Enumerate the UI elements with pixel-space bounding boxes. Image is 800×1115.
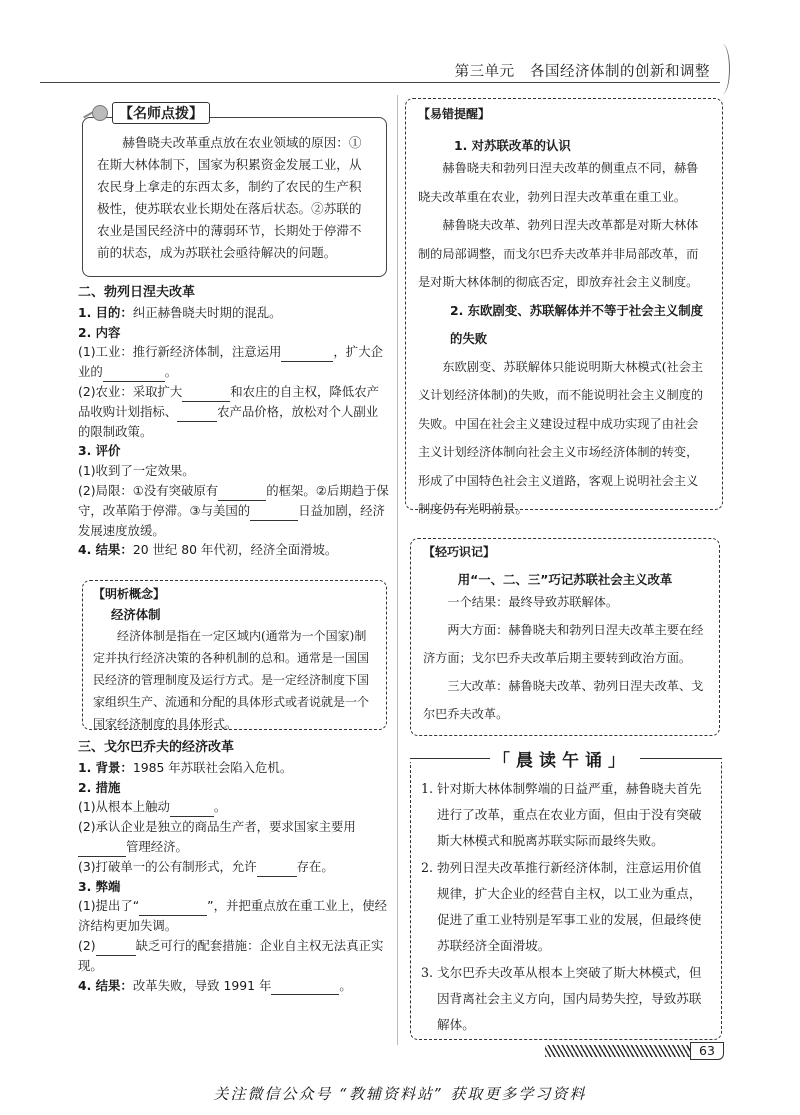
concept-box bbox=[82, 580, 387, 730]
header-rule bbox=[40, 82, 720, 83]
eval-text-a: (2)局限：①没有突破原有 bbox=[78, 482, 219, 498]
eval-text-c: 日益加剧，经济发展速度放缓。 bbox=[78, 502, 385, 538]
page-number-bar bbox=[545, 1042, 725, 1060]
fill-blank[interactable] bbox=[96, 941, 136, 956]
fill-blank[interactable] bbox=[177, 407, 217, 422]
error-reminder-label: 【易错提醒】 bbox=[418, 107, 491, 121]
lightbulb-icon bbox=[92, 105, 108, 121]
flaw-2-text-a: (2) bbox=[78, 937, 96, 953]
flaw-item-1 bbox=[78, 896, 390, 936]
industry-text-c: 。 bbox=[164, 364, 178, 380]
teacher-tip-text: 赫鲁晓夫改革重点放在农业领域的原因：①在斯大林体制下，国家为积累资金发展工业，从农民身上拿走的东西太多，制约了农民的生产积极性，使苏联农业长期处在落后状态。②苏联的农业是国民经济中的薄弱环节，长期处于停滞不前的状态，成为苏联社会亟待解决的问题。 bbox=[97, 135, 362, 260]
result-text-b: 。 bbox=[339, 977, 352, 993]
concept-label: 【明析概念】 bbox=[93, 587, 166, 601]
industry-item bbox=[78, 342, 390, 382]
memory-tip-label: 【轻巧识记】 bbox=[423, 545, 496, 559]
result-label: 4. 结果： bbox=[78, 977, 133, 993]
measure-1-text-b: 。 bbox=[213, 799, 227, 815]
fill-blank[interactable] bbox=[271, 980, 339, 995]
measure-3-text-a: (3)打破单一的公有制形式，允许 bbox=[78, 858, 257, 874]
agriculture-item bbox=[78, 382, 390, 441]
fill-blank[interactable] bbox=[250, 506, 298, 521]
page-header bbox=[40, 40, 730, 80]
measures-label: 2. 措施 bbox=[78, 779, 121, 795]
goal-text: 纠正赫鲁晓夫时期的混乱。 bbox=[132, 304, 282, 320]
error-paragraph-3: 东欧剧变、苏联解体只能说明斯大林模式(社会主义计划经济体制)的失败，而不能说明社会主义制度的失败。中国在社会主义建设过程中成功实现了由社会主义计划经济体制向社会主义市场经济体制的转变，形成了中国特色社会主义道路，客观上说明社会主义制度仍有光明前景。 bbox=[418, 359, 704, 516]
memory-tip-box bbox=[410, 538, 720, 736]
title-rule-left bbox=[410, 758, 490, 759]
column-divider bbox=[397, 95, 398, 1045]
unit-name: 各国经济体制的创新和调整 bbox=[530, 64, 710, 80]
measure-item-1 bbox=[78, 797, 390, 817]
fill-blank[interactable] bbox=[257, 862, 297, 877]
fill-blank[interactable] bbox=[139, 901, 207, 916]
teacher-tip-box bbox=[82, 117, 387, 277]
result-line bbox=[78, 976, 390, 996]
industry-text-b: ，扩大企业的 bbox=[78, 344, 383, 380]
result-line bbox=[78, 540, 390, 560]
evaluation-item-2 bbox=[78, 481, 390, 540]
agri-text-a: (2)农业：采取扩大 bbox=[78, 383, 183, 399]
error-heading-2: 2. 东欧剧变、苏联解体并不等于社会主义制度的失败 bbox=[450, 302, 704, 346]
industry-text-a: (1)工业：推行新经济体制，注意运用 bbox=[78, 344, 282, 360]
flaw-1-text-a: (1)提出了“ bbox=[78, 898, 140, 914]
measure-3-text-b: 存在。 bbox=[296, 858, 334, 874]
memory-tip-title: 用“一、二、三”巧记苏联社会主义改革 bbox=[457, 572, 673, 587]
eval-text-b: 的框架。②后期趋于保守，改革陷于停滞。③与美国的 bbox=[78, 482, 389, 518]
morning-item: 2. 勃列日涅夫改革推行新经济体制，注意运用价值规律，扩大企业的经营自主权，以工业为重点，促进了重工业特别是军事工业的发展，但最终使苏联经济全面滑坡。 bbox=[421, 860, 702, 953]
morning-reading-title: 「晨读午诵」 bbox=[493, 751, 631, 771]
flaw-2-text-b: 缺乏可行的配套措施：企业自主权无法真正实现。 bbox=[78, 937, 384, 973]
memory-line-3: 三大改革：赫鲁晓夫改革、勃列日涅夫改革、戈尔巴乔夫改革。 bbox=[423, 679, 704, 721]
fill-blank[interactable] bbox=[78, 842, 126, 857]
page-number: 63 bbox=[690, 1042, 724, 1060]
header-arc bbox=[715, 44, 730, 94]
hatch-decoration bbox=[545, 1045, 690, 1057]
goal-label: 1. 目的： bbox=[78, 304, 133, 320]
flaw-1-text-b: ”，并把重点放在重工业上，使经济结构更加失调。 bbox=[78, 898, 388, 934]
evaluation-item-1: (1)收到了一定效果。 bbox=[78, 463, 195, 479]
measure-1-text-a: (1)从根本上触动 bbox=[78, 799, 170, 815]
morning-item: 3. 戈尔巴乔夫改革从根本上突破了斯大林模式，但因背离社会主义方向，国内局势失控，导致苏联解体。 bbox=[421, 965, 702, 1032]
fill-blank[interactable] bbox=[182, 387, 230, 402]
fill-blank[interactable] bbox=[281, 347, 333, 362]
fill-blank[interactable] bbox=[218, 486, 266, 501]
concept-term: 经济体制 bbox=[111, 607, 161, 622]
content-label: 2. 内容 bbox=[78, 324, 121, 340]
measure-2-text-a: (2)承认企业是独立的商品生产者，要求国家主要用 bbox=[78, 819, 356, 835]
concept-text: 经济体制是指在一定区域内(通常为一个国家)制定并执行经济决策的各种机制的总和。通常是一国国民经济的管理制度及运行方式。是一定经济制度下国家组织生产、流通和分配的具体形式或者说就是一个国家经济制度的具体形式。 bbox=[93, 629, 370, 731]
background-label: 1. 背景： bbox=[78, 759, 133, 775]
title-rule-right bbox=[640, 758, 722, 759]
measure-item-2 bbox=[78, 817, 390, 857]
result-label: 4. 结果： bbox=[78, 542, 133, 558]
result-text-a: 改革失败，导致 1991 年 bbox=[132, 977, 272, 993]
fill-blank[interactable] bbox=[170, 802, 214, 817]
teacher-tip-tag bbox=[92, 102, 210, 124]
section-heading: 二、勃列日涅夫改革 bbox=[78, 285, 196, 300]
section-heading: 三、戈尔巴乔夫的经济改革 bbox=[78, 740, 235, 755]
fill-blank[interactable] bbox=[103, 367, 165, 382]
goal-line bbox=[78, 303, 390, 323]
agri-text-c: 农产品价格，放松对个人副业的限制政策。 bbox=[78, 403, 379, 439]
section-gorbachev bbox=[78, 738, 390, 995]
error-reminder-box bbox=[405, 98, 723, 516]
footer-note: 关注微信公众号 “教辅资料站” 获取更多学习资料 bbox=[213, 1085, 587, 1103]
background-line bbox=[78, 758, 390, 778]
measure-item-3 bbox=[78, 857, 390, 877]
error-heading-1: 1. 对苏联改革的认识 bbox=[454, 138, 571, 153]
background-text: 1985 年苏联社会陷入危机。 bbox=[132, 759, 293, 775]
result-text: 20 世纪 80 年代初，经济全面滑坡。 bbox=[132, 542, 338, 558]
evaluation-label: 3. 评价 bbox=[78, 443, 121, 459]
error-paragraph-1: 赫鲁晓夫和勃列日涅夫改革的侧重点不同，赫鲁晓夫改革重在农业，勃列日涅夫改革重在重工业。 bbox=[418, 161, 699, 204]
measure-2-text-b: 管理经济。 bbox=[126, 838, 188, 854]
error-paragraph-2: 赫鲁晓夫改革、勃列日涅夫改革都是对斯大林体制的局部调整，而戈尔巴乔夫改革并非局部改革，而是对斯大林体制的彻底否定，即放弃社会主义制度。 bbox=[418, 218, 699, 289]
unit-number: 第三单元 bbox=[454, 64, 515, 80]
flaw-item-2 bbox=[78, 936, 390, 976]
agri-text-b: 和农庄的自主权，降低农产品收购计划指标、 bbox=[78, 383, 379, 419]
section-brezhnev bbox=[78, 283, 390, 560]
unit-title bbox=[455, 60, 710, 81]
teacher-tip-label: 【名师点拨】 bbox=[112, 102, 210, 124]
morning-item: 1. 针对斯大林体制弊端的日益严重，赫鲁晓夫首先进行了改革，重点在农业方面，但由于没有突破斯大林模式和脱离苏联实际而最终失败。 bbox=[421, 781, 702, 848]
memory-line-2: 两大方面：赫鲁晓夫和勃列日涅夫改革主要在经济方面；戈尔巴乔夫改革后期主要转到政治方面。 bbox=[423, 623, 704, 665]
flaws-label: 3. 弊端 bbox=[78, 878, 121, 894]
memory-line-1: 一个结果：最终导致苏联解体。 bbox=[447, 595, 619, 609]
morning-reading-box bbox=[410, 762, 722, 1040]
